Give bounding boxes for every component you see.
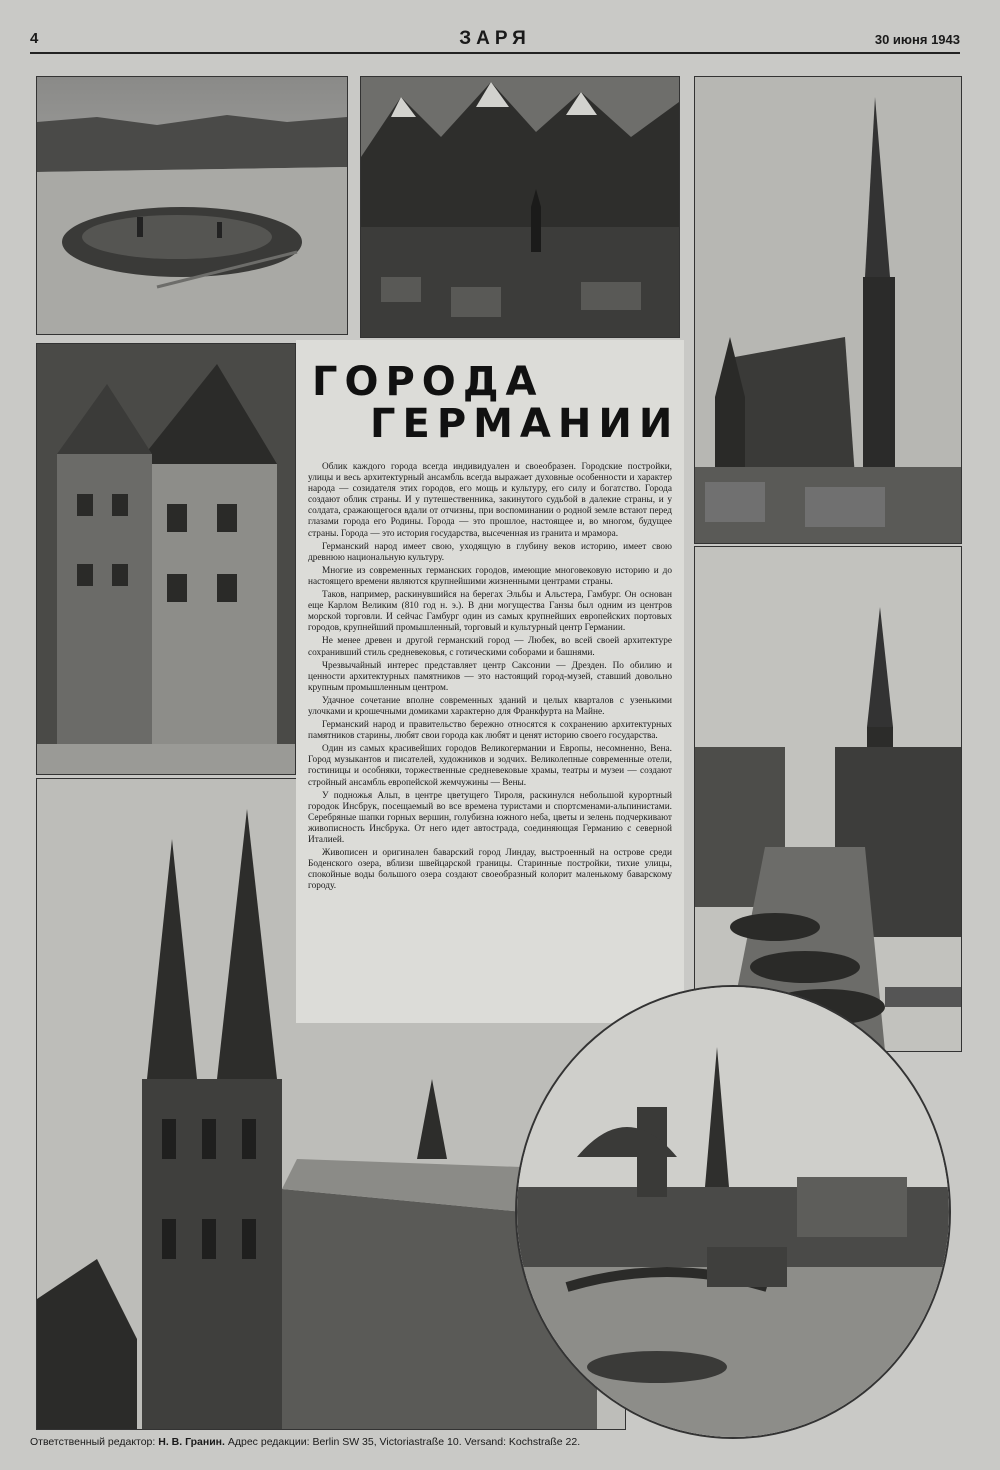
article-body [308, 462, 672, 892]
paragraph: У подножья Альп, в центре цветущего Тироля, раскинулся небольшой курортный городок Инсбрук, посещаемый во все времена туристами и спортсменами-альпинистами. Серебряные шапки горных вершин, голубизна южного неба, цветы и зелень подчеркивают живописность Инсбрука. От него идет автострада, соединяющая Германию с северной Италией. [308, 790, 672, 845]
editorial-address: Адрес редакции: Berlin SW 35, Victoriastraße 10. Versand: Kochstraße 22. [227, 1436, 581, 1448]
photo-dresden [515, 985, 951, 1439]
masthead [30, 28, 960, 54]
paragraph: Удачное сочетание вполне современных зданий и целых кварталов с узенькими улочками и крошечными домиками характерно для Франкфурта на Майне. [308, 695, 672, 717]
imprint [30, 1436, 960, 1448]
photo-frankfurt [36, 343, 296, 775]
paragraph: Один из самых красивейших городов Великогермании и Европы, несомненно, Вена. Город музыкантов и писателей, художников и зодчих. Великолепные современные отели, гостиницы и особняки, торжественные средневековые храмы, театры и музеи — создают стройный ансамбль европейской жемчужины — Вены. [308, 744, 672, 788]
newspaper-title: ЗАРЯ [459, 28, 531, 49]
photo-vienna [694, 76, 962, 544]
headline-line1: ГОРОДА [312, 359, 544, 405]
page-number: 4 [30, 30, 39, 47]
paragraph: Не менее древен и другой германский город — Любек, во всей своей архитектуре сохранивший стиль средневековья, с готическими соборами и башнями. [308, 636, 672, 658]
photo-hamburg [694, 546, 962, 1052]
paragraph: Германский народ имеет свою, уходящую в глубину веков историю, имеет свою древнюю национальную культуру. [308, 541, 672, 563]
paragraph: Многие из современных германских городов, имеющие многовековую историю и до настоящего времени являются крупнейшими жизненными центрами страны. [308, 565, 672, 587]
paragraph: Облик каждого города всегда индивидуален и своеобразен. Городские постройки, улицы и весь архитектурный ансамбль всегда выражает духовные особенности и характер народа — созидателя этих городов, его мощь и культуру, его силу и богатство. Города создают облик страны. И у путешественника, закинутого судьбой в далекие страны, и у солдата, сражающегося вдали от отчизны, при воспоминании о родной земле встают перед глазами города его Родины. Города — это прошлое, настоящее и, во многом, будущее страны. Города — это история государства, высеченная из гранита и мрамора. [308, 462, 672, 539]
editor-label: Ответственный редактор: [30, 1436, 156, 1448]
headline-line2: ГЕРМАНИИ [370, 401, 680, 447]
photo-innsbruck [360, 76, 680, 338]
article [296, 340, 684, 1023]
paragraph: Германский народ и правительство бережно относятся к сохранению архитектурных памятников старины, любят свои города как любят и ценят историю своего государства. [308, 720, 672, 742]
paragraph: Чрезвычайный интерес представляет центр Саксонии — Дрезден. По обилию и ценности архитектурных памятников — это настоящий город-музей, ставший довольно крупным промышленным центром. [308, 660, 672, 693]
paragraph: Таков, например, раскинувшийся на берегах Эльбы и Альстера, Гамбург. Он основан еще Карлом Великим (810 год н. э.). В дни могущества Ганзы был одним из центров морской торговли. И сейчас Гамбург один из самых крупнейших европейских портовых городов, крупнейший промышленный, торговый и культурный центр Германии. [308, 590, 672, 634]
issue-date: 30 июня 1943 [874, 32, 960, 47]
photo-lindau [36, 76, 348, 335]
headline [308, 359, 680, 447]
header-rule [30, 52, 960, 54]
paragraph: Живописен и оригинален баварский город Линдау, выстроенный на острове среди Боденского озера, вблизи швейцарской границы. Старинные постройки, тихие улицы, спокойные воды большого озера создают своеобразный колорит маленькому баварскому городу. [308, 848, 672, 892]
editor-name: Н. В. Гранин. [158, 1436, 225, 1448]
